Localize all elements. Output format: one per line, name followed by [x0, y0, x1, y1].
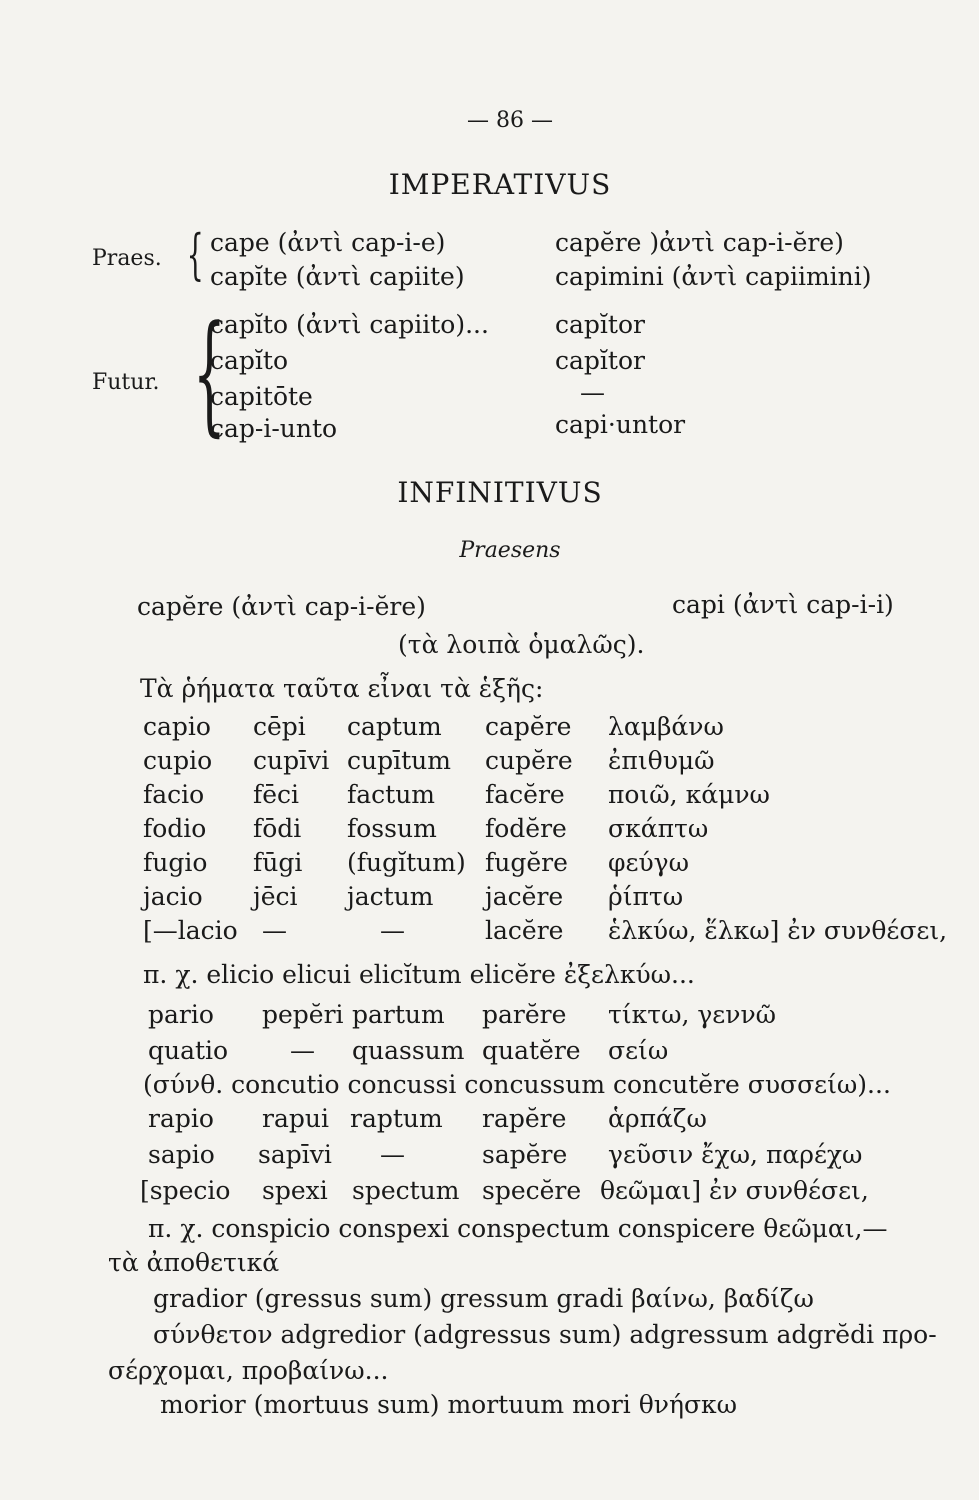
verb-present: capio: [143, 712, 211, 741]
verb-infinitive: parĕre: [482, 1000, 567, 1029]
verb-supine: cupītum: [347, 746, 451, 775]
verb-perfect: jēci: [253, 882, 298, 911]
futur-row-1-left: capĭto (ἀντὶ capiito)...: [210, 310, 489, 339]
futur-row-3-right: —: [580, 378, 605, 407]
verb-meaning: ἑλκύω, ἕλκω] ἐν συνθέσει,: [608, 916, 948, 945]
verb-meaning: ποιῶ, κάμνω: [608, 780, 770, 809]
infinitive-left: capĕre (ἀντὶ cap-i-ĕre): [137, 592, 426, 621]
praes-row-2-right: capimini (ἀντὶ capiimini): [555, 262, 872, 291]
verb-infinitive: fugĕre: [485, 848, 568, 877]
verb-infinitive: sapĕre: [482, 1140, 568, 1169]
verb-present: quatio: [148, 1036, 229, 1065]
futur-row-4-right: capi·untor: [555, 410, 686, 439]
verb-supine: —: [380, 916, 405, 945]
futur-label: Futur.: [92, 370, 160, 395]
table-row: [0, 1000, 979, 1036]
table-row: [0, 916, 979, 950]
verb-perfect: fōdi: [253, 814, 302, 843]
conspicio-line: π. χ. conspicio conspexi conspectum conspicere θεῶμαι,—: [148, 1214, 888, 1243]
praes-row-2-left: capĭte (ἀντὶ capiite): [210, 262, 465, 291]
verb-meaning: ἐπιθυμῶ: [608, 746, 715, 775]
verb-supine: factum: [347, 780, 436, 809]
verb-perfect: pepĕri: [262, 1000, 344, 1029]
verb-table-3: [0, 1104, 979, 1214]
verb-perfect: —: [262, 916, 287, 945]
verb-infinitive: facĕre: [485, 780, 565, 809]
verb-present: rapio: [148, 1104, 214, 1133]
verb-infinitive: specĕre: [482, 1176, 582, 1205]
verb-perfect: rapui: [262, 1104, 329, 1133]
verb-infinitive: fodĕre: [485, 814, 567, 843]
verb-meaning: τίκτω, γεννῶ: [608, 1000, 777, 1029]
verb-meaning: θεῶμαι] ἐν συνθέσει,: [600, 1176, 869, 1205]
verb-infinitive: capĕre: [485, 712, 572, 741]
verb-infinitive: rapĕre: [482, 1104, 567, 1133]
verb-present: facio: [143, 780, 205, 809]
verb-perfect: fēci: [253, 780, 300, 809]
table-row: [0, 882, 979, 916]
verb-present: cupio: [143, 746, 213, 775]
verb-perfect: —: [290, 1036, 315, 1065]
verb-supine: quassum: [352, 1036, 465, 1065]
verb-supine: fossum: [347, 814, 437, 843]
table-row: [0, 712, 979, 746]
verb-table: [0, 712, 979, 952]
verb-present: jacio: [143, 882, 203, 911]
elicio-line: π. χ. elicio elicui elicĭtum elicĕre ἐξελκύω...: [143, 960, 695, 989]
verb-meaning: σκάπτω: [608, 814, 709, 843]
verb-perfect: sapīvi: [258, 1140, 332, 1169]
verb-present: pario: [148, 1000, 214, 1029]
verb-perfect: fūgi: [253, 848, 303, 877]
page-number: — 86 —: [467, 108, 553, 133]
verb-infinitive: quatĕre: [482, 1036, 581, 1065]
infinitivus-heading: INFINITIVUS: [397, 476, 603, 509]
futur-row-2-right: capĭtor: [555, 346, 645, 375]
futur-row-2-left: capĭto: [210, 346, 289, 375]
verb-supine: (fugĭtum): [347, 848, 466, 877]
futur-row-4-left: cap-i-unto: [210, 414, 338, 443]
verb-meaning: φεύγω: [608, 848, 689, 877]
futur-row-3-left: capitōte: [210, 382, 313, 411]
table-row: [0, 1140, 979, 1176]
brace-praes: {: [186, 223, 204, 286]
praes-row-1-right: capĕre )ἀντὶ cap-i-ĕre): [555, 228, 844, 257]
verb-meaning: ἁρπάζω: [608, 1104, 707, 1133]
proserchomai-line: σέρχομαι, προβαίνω...: [108, 1356, 389, 1385]
apothetika-line: τὰ ἀποθετικά: [108, 1248, 280, 1277]
verbs-intro: Τὰ ῥήματα ταῦτα εἶναι τὰ ἑξῆς:: [140, 674, 544, 703]
table-row: [0, 780, 979, 814]
imperativus-heading: IMPERATIVUS: [388, 168, 612, 201]
verb-supine: jactum: [347, 882, 434, 911]
adgredior-line: σύνθετον adgredior (adgressus sum) adgressum adgrĕdi προ-: [153, 1320, 937, 1349]
verb-present: [—lacio: [143, 916, 238, 945]
table-row: [0, 746, 979, 780]
infinitive-right: capi (ἀντὶ cap-i-i): [672, 590, 894, 619]
praesens-subheading: Praesens: [459, 538, 561, 563]
verb-present: fodio: [143, 814, 207, 843]
verb-supine: raptum: [350, 1104, 443, 1133]
praes-label: Praes.: [92, 246, 162, 271]
verb-infinitive: lacĕre: [485, 916, 564, 945]
brace-futur: {: [192, 297, 226, 449]
table-row: [0, 1104, 979, 1140]
verb-supine: captum: [347, 712, 442, 741]
concutio-line: (σύνθ. concutio concussi concussum concutĕre συσσείω)...: [143, 1070, 891, 1099]
morior-line: morior (mortuus sum) mortuum mori θνήσκω: [160, 1390, 738, 1419]
verb-present: sapio: [148, 1140, 215, 1169]
verb-present: fugio: [143, 848, 208, 877]
verb-infinitive: cupĕre: [485, 746, 573, 775]
table-row: [0, 814, 979, 848]
verb-present: [specio: [140, 1176, 231, 1205]
gradior-line: gradior (gressus sum) gressum gradi βαίνω, βαδίζω: [153, 1284, 814, 1313]
praes-row-1-left: cape (ἀντὶ cap-i-e): [210, 228, 446, 257]
table-row: [0, 1036, 979, 1072]
infinitive-note: (τὰ λοιπὰ ὁμαλῶς).: [398, 630, 645, 659]
verb-perfect: spexi: [262, 1176, 328, 1205]
verb-meaning: ῥίπτω: [608, 882, 684, 911]
verb-supine: spectum: [352, 1176, 460, 1205]
verb-table-2: [0, 1000, 979, 1070]
verb-supine: —: [380, 1140, 405, 1169]
verb-infinitive: jacĕre: [485, 882, 564, 911]
verb-perfect: cēpi: [253, 712, 306, 741]
table-row: [0, 848, 979, 882]
table-row: [0, 1176, 979, 1212]
verb-supine: partum: [352, 1000, 445, 1029]
verb-meaning: λαμβάνω: [608, 712, 724, 741]
verb-meaning: γεῦσιν ἔχω, παρέχω: [608, 1140, 863, 1169]
futur-row-1-right: capĭtor: [555, 310, 645, 339]
verb-perfect: cupīvi: [253, 746, 330, 775]
verb-meaning: σείω: [608, 1036, 669, 1065]
